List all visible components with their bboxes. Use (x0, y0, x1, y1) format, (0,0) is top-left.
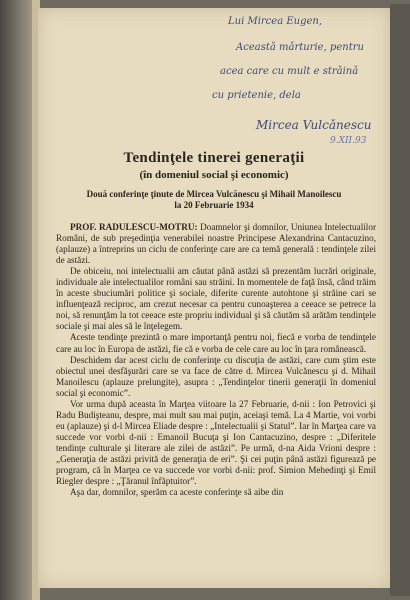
paragraph-4: Deschidem dar acest ciclu de conferinţe cu discuţia de astăzi, care cum ştim este obiectul unei desfăşurări care se va face de către d. Mircea Vulcănescu şi d. Mihail Manoilescu (aplauze prelungite), asupra : „Tendinţelor tinerii generaţii în domeniul social şi economic”. (56, 354, 376, 398)
document-body (56, 222, 376, 498)
paragraph-3: Aceste tendinţe prezintă o mare importanţă pentru noi, fiecă e vorba de tendinţele care au loc în Europa de astăzi, fie că e vorba de cele care au loc în ţara românească. (56, 332, 376, 354)
paragraph-5: Vor urma după aceasta în Marţea viitoare la 27 Februarie, d-nii : Ion Petrovici şi Radu Budişteanu, despre, mai mult sau mai puţin, aceiaşi temă. La 4 Martie, voi vorbi eu (aplauze) şi d-l Mircea Eliade despre : „Intelectualii şi Statul”. Iar în Marţea care va succede vor vorbi d-nii : Emanoil Bucuţa şi Ion Cantacuzino, despre : „Diferitele tendinţe culturale şi literare ale zilei de astăzi”. Pe urmă, d-na Aida Vrioni despre : „Generaţia de astăzi privită de generaţia de eri”. Şi cei puţin până astăzi figurează pe program, că în Marţea ce va succede vor vorbi d-nii: prof. Simion Mehedinţi şi Emil Riegler despre : „Ţăranul înfăptuitor”. (56, 398, 376, 487)
conference-info-line-2: la 20 Februarie 1934 (174, 200, 254, 210)
speaker-label: PROF. RADULESCU-MOTRU: (70, 222, 198, 232)
conference-info (38, 189, 390, 211)
paragraph-1 (56, 222, 376, 266)
document-title: Tendinţele tinerei generaţii (123, 150, 305, 166)
paragraph-1-text: Doamnelor şi domnilor, Uniunea Intelectualilor Români, de sub preşedinţia venerabilei noastre Principese Alexandrina Cantacuzino, (aplauze) a întreprins un ciclu de conferinţe care are ca temă generală : tendinţele zilei de astăzi. (56, 222, 377, 266)
conference-info-line-1: Două conferinţe ţinute de Mircea Vulcănescu şi Mihail Manoilescu (86, 189, 342, 199)
page-stack-edge (390, 4, 410, 596)
inscription-line-2: Aceastǎ mǎrturie, pentru (236, 42, 364, 53)
inscription-signature: Mircea Vulcǎnescu (256, 118, 372, 132)
paragraph-6: Aşa dar, domnilor, sperăm ca aceste conferinţe să aibe din (70, 487, 284, 498)
inscription-line-1: Lui Mircea Eugen, (228, 16, 323, 27)
inscription-date: 9.XII.93 (330, 136, 367, 146)
inscription-line-4: cu prietenie, dela (212, 90, 301, 101)
inscription-line-3: acea care cu mult e strǎinǎ (220, 66, 359, 77)
paragraph-2: De obiceiu, noi intelectualii am căutat până astăzi să prezentăm lucrări originale, individuale ale intelectualilor români sau străini. In momentele de faţă însă, când trăim în aceste sbuciumări politice şi sociale, diferite curente autohtone şi străine cari se influenţează reciproc, am crezut necesar ca pentru cunoaşterea a ceeace se petrece la noi, să renunţăm la tot ceeace este propriu individual şi să căutăm să arătăm tendinţele sociale şi mai ales să le înţelegem. (56, 266, 376, 332)
document-subtitle: (în domeniul social şi economic) (139, 169, 289, 181)
